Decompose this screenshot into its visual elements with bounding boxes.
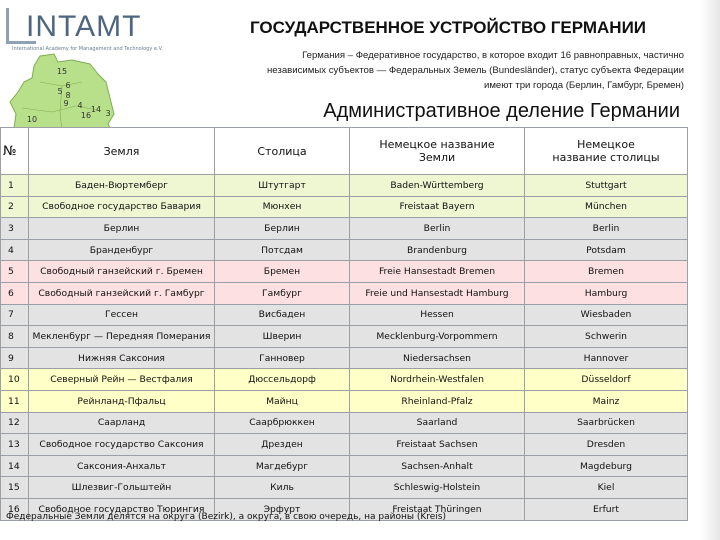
- intro-line: независимых субъектов — Федеральных Земель (Bundesländer), статус субъекта Федерации: [267, 65, 684, 76]
- logo: [6, 6, 196, 50]
- cell-land: Саарланд: [29, 412, 215, 434]
- table-row: [1, 261, 688, 283]
- cell-land-de: Nordrhein-Westfalen: [350, 369, 525, 391]
- cell-capital: Штутгарт: [215, 175, 350, 197]
- table-row: [1, 326, 688, 348]
- cell-capital: Киль: [215, 477, 350, 499]
- cell-capital: Шверин: [215, 326, 350, 348]
- cell-num: 12: [1, 412, 29, 434]
- cell-land-de: Berlin: [350, 218, 525, 240]
- table-row: [1, 196, 688, 218]
- intro-line: Германия – Федеративное государство, в которое входит 16 равноправных, частично: [302, 50, 684, 61]
- cell-num: 11: [1, 390, 29, 412]
- cell-capital-de: Erfurt: [525, 498, 688, 520]
- cell-capital: Дрезден: [215, 434, 350, 456]
- cell-capital-de: Berlin: [525, 218, 688, 240]
- table-header-row: [1, 128, 688, 175]
- cell-capital: Ганновер: [215, 347, 350, 369]
- cell-land-de: Brandenburg: [350, 239, 525, 261]
- map-region-number: 8: [65, 91, 71, 100]
- cell-capital-de: Bremen: [525, 261, 688, 283]
- cell-land-de: Hessen: [350, 304, 525, 326]
- map-region-number: 3: [105, 109, 111, 118]
- cell-land: Свободное государство Тюрингия: [29, 498, 215, 520]
- cell-num: 13: [1, 434, 29, 456]
- slide-edge-shadow: [700, 0, 720, 540]
- cell-capital-de: Wiesbaden: [525, 304, 688, 326]
- cell-capital-de: Dresden: [525, 434, 688, 456]
- map-region-number: 10: [26, 115, 38, 124]
- cell-capital: Саарбрюккен: [215, 412, 350, 434]
- footnote: Федеральные Земли делятся на округа (Bezirk), а округа, в свою очередь, на районы (Kreis): [6, 512, 446, 522]
- cell-capital-de: Stuttgart: [525, 175, 688, 197]
- cell-land: Саксония-Анхальт: [29, 455, 215, 477]
- header-capital: Столица: [215, 128, 350, 175]
- cell-land: Нижняя Саксония: [29, 347, 215, 369]
- map-region-number: 5: [57, 87, 63, 96]
- intro-text: [178, 48, 684, 93]
- cell-capital: Дюссельдорф: [215, 369, 350, 391]
- cell-land: Свободное государство Саксония: [29, 434, 215, 456]
- cell-capital: Потсдам: [215, 239, 350, 261]
- cell-capital-de: Magdeburg: [525, 455, 688, 477]
- cell-land: Свободный ганзейский г. Бремен: [29, 261, 215, 283]
- header-capital-de: [525, 128, 688, 175]
- cell-capital-de: Mainz: [525, 390, 688, 412]
- header-capital-de-line: название столицы: [552, 151, 660, 164]
- cell-capital: Гамбург: [215, 282, 350, 304]
- map-region-number: 16: [80, 111, 92, 120]
- cell-land: Мекленбург — Передняя Померания: [29, 326, 215, 348]
- cell-land: Северный Рейн — Вестфалия: [29, 369, 215, 391]
- cell-capital-de: Hamburg: [525, 282, 688, 304]
- cell-num: 7: [1, 304, 29, 326]
- page-title: ГОСУДАРСТВЕННОЕ УСТРОЙСТВО ГЕРМАНИИ: [249, 18, 647, 37]
- table-row: [1, 304, 688, 326]
- cell-land-de: Freistaat Sachsen: [350, 434, 525, 456]
- table-row: [1, 412, 688, 434]
- cell-land: Свободное государство Бавария: [29, 196, 215, 218]
- cell-land-de: Freistaat Thüringen: [350, 498, 525, 520]
- map-region-number: 6: [65, 81, 71, 90]
- cell-num: 5: [1, 261, 29, 283]
- table-row: [1, 218, 688, 240]
- section-subtitle: Административное деление Германии: [323, 100, 680, 122]
- cell-land-de: Niedersachsen: [350, 347, 525, 369]
- cell-capital: Бремен: [215, 261, 350, 283]
- cell-land-de: Mecklenburg-Vorpommern: [350, 326, 525, 348]
- header-land-de-line: Земли: [418, 151, 456, 164]
- cell-land: Шлезвиг-Гольштейн: [29, 477, 215, 499]
- table-row: [1, 455, 688, 477]
- cell-capital: Висбаден: [215, 304, 350, 326]
- states-table: [0, 127, 688, 521]
- cell-num: 14: [1, 455, 29, 477]
- cell-land-de: Freistaat Bayern: [350, 196, 525, 218]
- cell-num: 8: [1, 326, 29, 348]
- cell-num: 10: [1, 369, 29, 391]
- table-row: [1, 239, 688, 261]
- cell-num: 6: [1, 282, 29, 304]
- cell-capital-de: Potsdam: [525, 239, 688, 261]
- map-region-number: 15: [56, 67, 68, 76]
- header-land: Земля: [29, 128, 215, 175]
- cell-land: Гессен: [29, 304, 215, 326]
- cell-land-de: Saarland: [350, 412, 525, 434]
- table-row: [1, 390, 688, 412]
- logo-subtext: International Academy for Management and Technology e.V.: [12, 46, 163, 52]
- table-row: [1, 369, 688, 391]
- cell-num: 16: [1, 498, 29, 520]
- cell-num: 2: [1, 196, 29, 218]
- cell-num: 15: [1, 477, 29, 499]
- cell-capital-de: Düsseldorf: [525, 369, 688, 391]
- cell-land-de: Schleswig-Holstein: [350, 477, 525, 499]
- table-row: [1, 477, 688, 499]
- table-row: [1, 282, 688, 304]
- cell-capital-de: Hannover: [525, 347, 688, 369]
- header-land-de-line: Немецкое название: [379, 138, 495, 151]
- cell-capital: Эрфурт: [215, 498, 350, 520]
- logo-text: INTAMT: [26, 10, 142, 43]
- cell-land: Рейнланд-Пфальц: [29, 390, 215, 412]
- table-row: [1, 347, 688, 369]
- cell-capital-de: München: [525, 196, 688, 218]
- map-region-number: 14: [90, 105, 102, 114]
- cell-capital-de: Schwerin: [525, 326, 688, 348]
- cell-land-de: Rheinland-Pfalz: [350, 390, 525, 412]
- cell-num: 4: [1, 239, 29, 261]
- cell-num: 3: [1, 218, 29, 240]
- cell-capital-de: Saarbrücken: [525, 412, 688, 434]
- cell-capital: Магдебург: [215, 455, 350, 477]
- intro-line: имеют три города (Берлин, Гамбург, Бремен): [483, 80, 684, 91]
- cell-land-de: Sachsen-Anhalt: [350, 455, 525, 477]
- header-land-de: [350, 128, 525, 175]
- header-num: №: [1, 128, 29, 175]
- cell-land-de: Freie Hansestadt Bremen: [350, 261, 525, 283]
- table-row: [1, 434, 688, 456]
- table-row: [1, 175, 688, 197]
- cell-capital: Берлин: [215, 218, 350, 240]
- cell-land-de: Freie und Hansestadt Hamburg: [350, 282, 525, 304]
- cell-num: 1: [1, 175, 29, 197]
- header-capital-de-line: Немецкое: [577, 138, 635, 151]
- cell-land: Свободный ганзейский г. Гамбург: [29, 282, 215, 304]
- map-region-number: 9: [63, 99, 69, 108]
- cell-land: Баден-Вюртемберг: [29, 175, 215, 197]
- cell-capital-de: Kiel: [525, 477, 688, 499]
- cell-capital: Мюнхен: [215, 196, 350, 218]
- cell-capital: Майнц: [215, 390, 350, 412]
- cell-land: Берлин: [29, 218, 215, 240]
- cell-land: Бранденбург: [29, 239, 215, 261]
- cell-land-de: Baden-Württemberg: [350, 175, 525, 197]
- map-region-number: 4: [77, 101, 83, 110]
- cell-num: 9: [1, 347, 29, 369]
